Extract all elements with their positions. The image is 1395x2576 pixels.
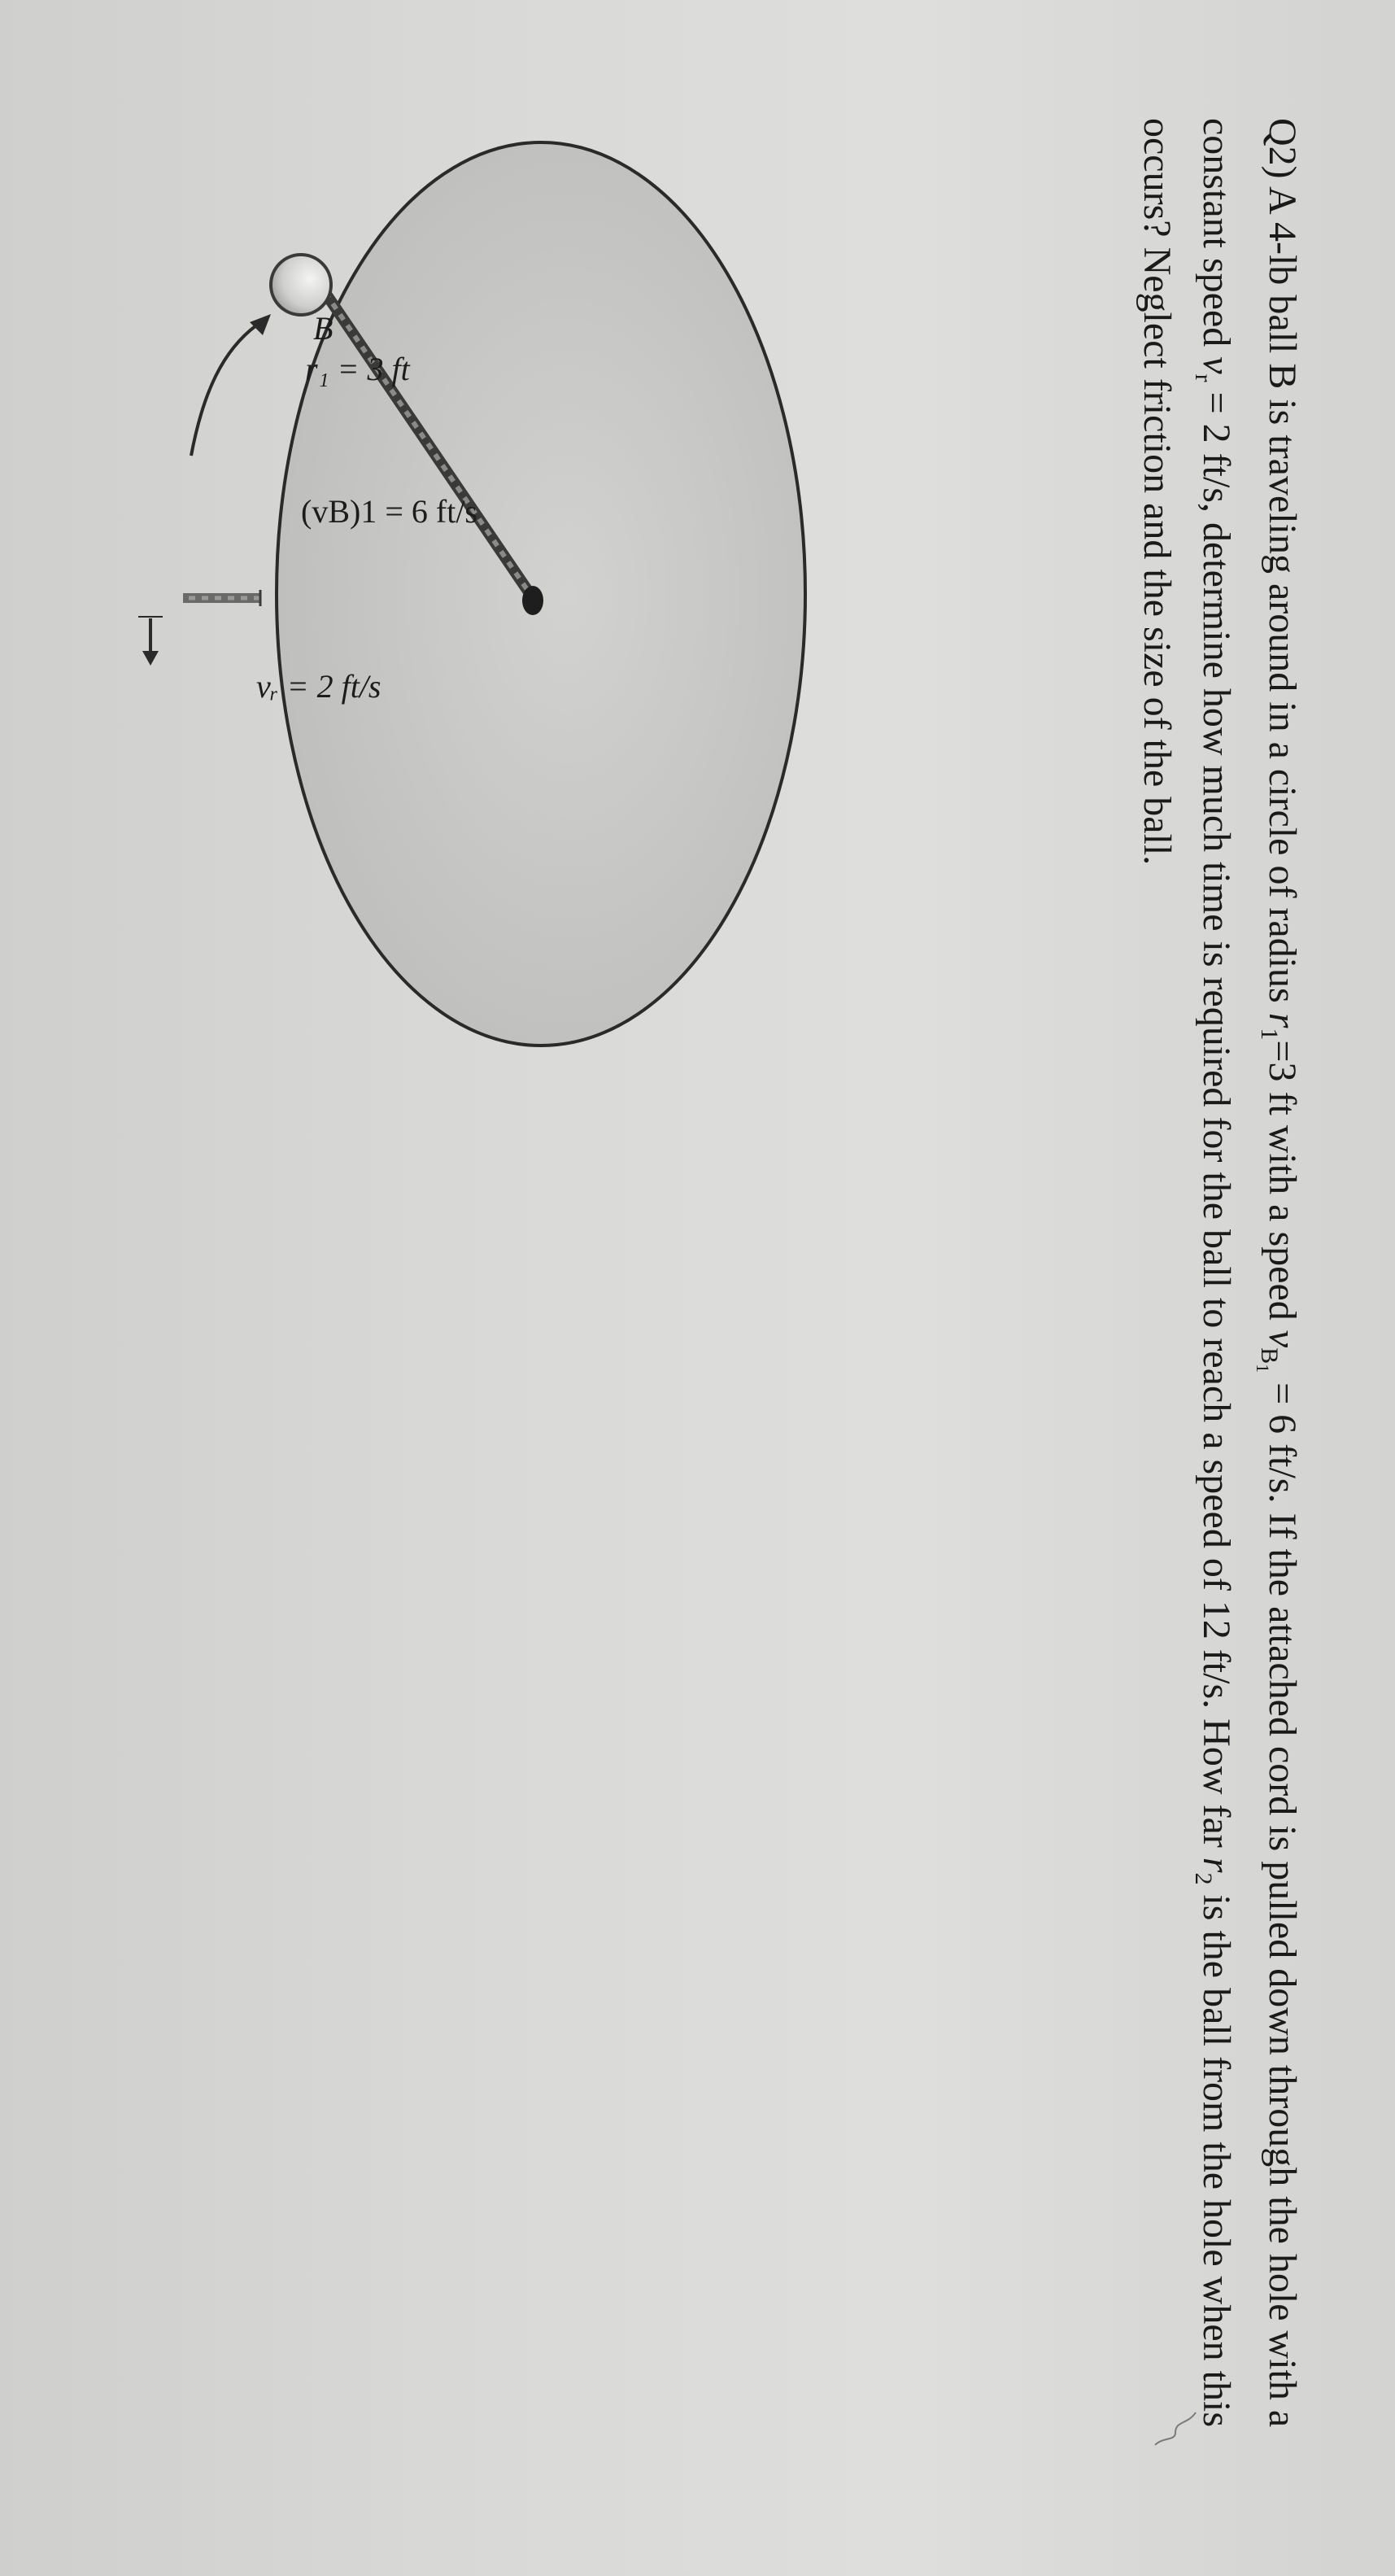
pull-speed-arrowhead bbox=[142, 651, 159, 666]
radius-label-text: r₁ = 3 ft bbox=[305, 351, 410, 387]
r2-subscript: 2 bbox=[1190, 1872, 1217, 1885]
vr-symbol: v bbox=[1195, 356, 1238, 374]
ball-speed-label bbox=[301, 492, 477, 530]
question-seg2: =3 ft with a speed bbox=[1261, 1040, 1304, 1330]
pull-speed-label bbox=[256, 667, 381, 705]
ball-label: B bbox=[313, 310, 333, 347]
question-seg1: Q2) A 4-lb ball B is traveling around in a circle of radius bbox=[1261, 118, 1304, 1013]
hole bbox=[522, 586, 543, 615]
ball bbox=[271, 255, 331, 315]
pen-scribble-icon bbox=[1151, 2404, 1200, 2453]
ball-velocity-arrowhead bbox=[250, 314, 271, 335]
ball-velocity-arrow bbox=[191, 325, 256, 456]
ball-speed-label-text: (vB)1 = 6 ft/s bbox=[301, 493, 477, 530]
question-seg4: = 2 ft/s, determine how much time is required for the ball to reach a speed of 12 ft/s. How far bbox=[1195, 382, 1238, 1858]
vb-symbol: v bbox=[1261, 1329, 1304, 1348]
vb-subscript-letter: B bbox=[1256, 1347, 1283, 1364]
r1-subscript: 1 bbox=[1256, 1028, 1283, 1041]
pull-speed-label-text: vᵣ = 2 ft/s bbox=[256, 668, 381, 705]
vb-subscript-index: 1 bbox=[1253, 1364, 1273, 1373]
r1-symbol: r bbox=[1261, 1012, 1304, 1028]
radius-label bbox=[305, 350, 410, 388]
vr-subscript: r bbox=[1190, 373, 1217, 382]
r2-symbol: r bbox=[1195, 1857, 1238, 1873]
question-seg3: = 6 ft/s. If the attached cord is pulled down through the hole with a constant speed bbox=[1195, 118, 1304, 2438]
question-seg5: is the ball from the hole when this occurs? Neglect friction and the size of the ball. bbox=[1136, 118, 1238, 2437]
